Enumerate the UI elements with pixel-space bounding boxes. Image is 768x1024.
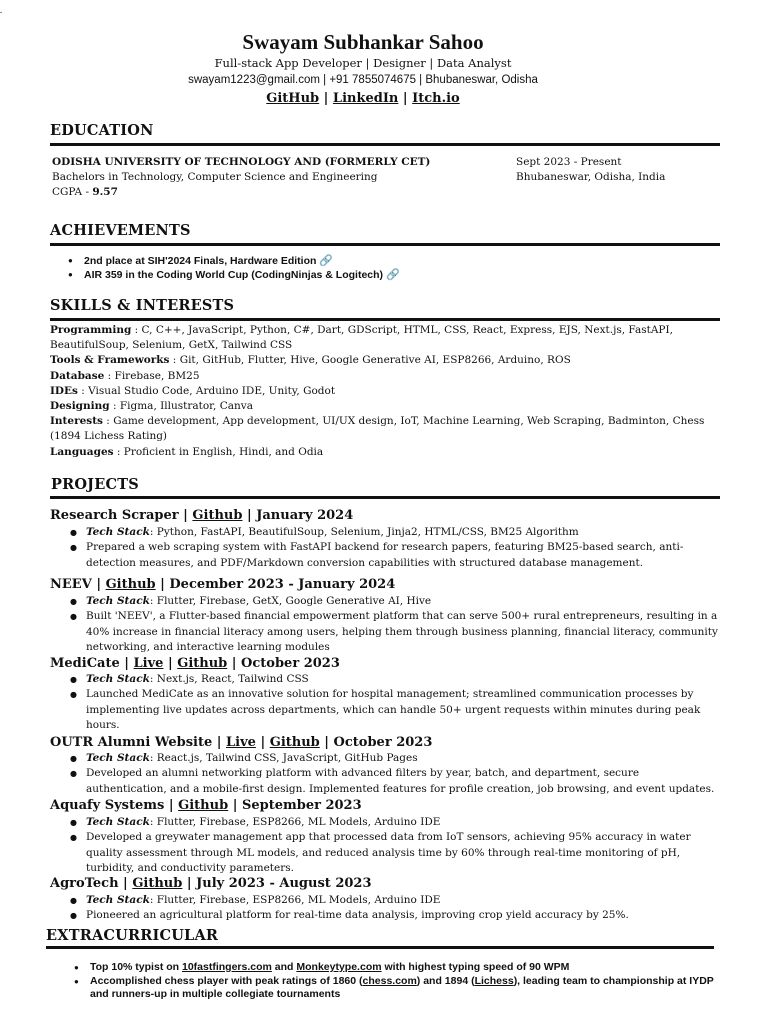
project-github-link[interactable]: Github <box>178 798 229 813</box>
project-title: Aquafy Systems | Github | September 2023 <box>50 798 362 813</box>
project-details <box>70 893 722 924</box>
list-item <box>68 254 400 268</box>
candidate-tagline: Full-stack App Developer | Designer | Data Analyst <box>214 56 512 70</box>
project-date: October 2023 <box>241 656 340 671</box>
cgpa-label: CGPA - <box>52 186 93 198</box>
skill-value: Visual Studio Code, Arduino IDE, Unity, Godot <box>88 384 336 397</box>
link-icon[interactable]: 🔗 <box>319 255 334 267</box>
project-name: AgroTech <box>50 876 119 891</box>
project-name: NEEV <box>50 577 92 592</box>
tech-stack-label: Tech Stack <box>86 816 150 828</box>
skill-label: Programming <box>50 324 132 336</box>
skill-value: Proficient in English, Hindi, and Odia <box>123 445 324 458</box>
section-divider <box>50 143 720 146</box>
list-item: ● Tech Stack: Flutter, Firebase, ESP8266, ML Models, Arduino IDE <box>70 815 722 830</box>
education-degree: Bachelors in Technology, Computer Science and Engineering <box>52 171 378 183</box>
project-name: Research Scraper <box>50 508 179 523</box>
list-item <box>74 961 724 975</box>
monkeytype-link[interactable]: Monkeytype.com <box>296 961 382 973</box>
project-github-link[interactable]: Github <box>192 508 243 523</box>
education-dates: Sept 2023 - Present <box>516 156 622 168</box>
project-details <box>70 751 722 797</box>
education-location: Bhubaneswar, Odisha, India <box>516 171 666 183</box>
page-mark <box>0 12 2 13</box>
link-separator: | <box>398 91 413 106</box>
achievements-heading: ACHIEVEMENTS <box>50 222 191 239</box>
tech-stack-label: Tech Stack <box>86 595 150 607</box>
skill-value: Firebase, BM25 <box>114 369 200 382</box>
project-date: October 2023 <box>333 735 433 750</box>
project-details <box>70 815 722 877</box>
project-live-link[interactable]: Live <box>133 656 164 671</box>
link-separator: | <box>319 91 333 106</box>
project-date: September 2023 <box>241 798 362 813</box>
extracurricular-heading: EXTRACURRICULAR <box>46 927 219 944</box>
project-github-link[interactable]: Github <box>105 577 156 592</box>
profile-links <box>0 91 726 106</box>
skill-sep: : <box>109 400 120 413</box>
skill-label: Designing <box>50 400 110 413</box>
project-title: OUTR Alumni Website | Live | Github | October 2023 <box>50 735 433 750</box>
project-title: MediCate | Live | Github | October 2023 <box>50 656 340 671</box>
tech-stack-label: Tech Stack <box>86 673 150 685</box>
tech-stack-label: Tech Stack <box>86 894 150 906</box>
project-github-link[interactable]: Github <box>269 735 320 750</box>
project-date: December 2023 - January 2024 <box>169 577 396 592</box>
skill-row <box>50 399 722 414</box>
skill-value: Game development, App development, UI/UX design, IoT, Machine Learning, Web Scraping, Badminton, Chess (1894 Lichess Rating) <box>50 415 705 443</box>
list-item: ● Tech Stack: Next.js, React, Tailwind CSS <box>70 672 722 687</box>
contact-line: swayam1223@gmail.com | +91 7855074675 | Bhubaneswar, Odisha <box>188 74 538 86</box>
project-title: Research Scraper | Github | January 2024 <box>50 508 354 523</box>
skill-value: C, C++, JavaScript, Python, C#, Dart, GDScript, HTML, CSS, React, Express, EJS, Next.js, FastAPI, BeautifulSoup, Selenium, GetX, Tailwind CSS <box>50 324 673 352</box>
project-name: OUTR Alumni Website <box>50 735 213 750</box>
skill-row <box>50 384 722 399</box>
tech-stack-label: Tech Stack <box>86 752 150 764</box>
lichess-link[interactable]: Lichess <box>474 974 514 987</box>
skill-row <box>50 445 722 460</box>
project-details <box>70 525 722 571</box>
list-item: ● Tech Stack: Python, FastAPI, BeautifulSoup, Selenium, Jinja2, HTML/CSS, BM25 Algorithm <box>70 525 722 540</box>
extra-text: ), leading team to championship at IYDP and runners-up in multiple collegiate tournaments <box>90 974 714 1000</box>
project-github-link[interactable]: Github <box>132 876 183 891</box>
extra-text: Accomplished chess player with peak ratings of 1860 ( <box>90 974 363 987</box>
skill-value: Git, GitHub, Flutter, Hive, Google Generative AI, ESP8266, Arduino, ROS <box>179 354 571 367</box>
skill-value: Figma, Illustrator, Canva <box>119 400 253 413</box>
tech-stack-value: React.js, Tailwind CSS, JavaScript, GitHub Pages <box>156 752 418 764</box>
list-item: ● Prepared a web scraping system with FastAPI backend for research papers, featuring BM25-based search, anti-detection measures, and PDF/Markdown conversion capabilities with structured database management. <box>70 540 722 571</box>
extra-text: and <box>271 961 297 973</box>
skill-label: IDEs <box>50 384 78 397</box>
skill-sep: : <box>104 369 115 382</box>
list-item: ● Built 'NEEV', a Flutter-based financial empowerment platform that can serve 500+ rural entrepreneurs, resulting in a 40% increase in financial literacy among users, helping them through business planning, financial literacy, community networking, and interactive learning modules <box>70 609 722 655</box>
section-divider <box>50 243 720 246</box>
project-name: MediCate <box>50 656 120 671</box>
extra-text: Top 10% typist on <box>90 961 182 973</box>
project-title: AgroTech | Github | July 2023 - August 2023 <box>50 876 372 891</box>
list-item: ● Tech Stack: Flutter, Firebase, GetX, Google Generative AI, Hive <box>70 594 722 609</box>
skill-label: Interests <box>50 415 103 428</box>
project-live-link[interactable]: Live <box>226 735 256 750</box>
project-title: NEEV | Github | December 2023 - January 2024 <box>50 577 396 592</box>
education-university: ODISHA UNIVERSITY OF TECHNOLOGY AND (FORMERLY CET) <box>52 156 431 168</box>
extra-text: ) and 1894 ( <box>416 974 475 987</box>
list-item <box>74 975 724 1002</box>
skill-row <box>50 369 722 384</box>
list-item: ● Developed a greywater management app that processed data from IoT sensors, achieving 95% accuracy in water quality assessment through ML models, and reduced analysis time by 60% through real-time monitoring of pH, turbidity, and conductivity parameters. <box>70 830 722 876</box>
project-github-link[interactable]: Github <box>177 656 228 671</box>
list-item: ● Pioneered an agricultural platform for real-time data analysis, improving crop yield accuracy by 25%. <box>70 908 722 923</box>
skill-sep: : <box>77 384 89 397</box>
extra-text: with highest typing speed of 90 WPM <box>381 961 570 973</box>
tech-stack-value: Flutter, Firebase, GetX, Google Generative AI, Hive <box>156 595 432 607</box>
tech-stack-value: Flutter, Firebase, ESP8266, ML Models, Arduino IDE <box>156 894 441 906</box>
skill-sep: : <box>113 445 124 458</box>
skill-sep: : <box>131 324 142 336</box>
section-divider <box>50 318 720 321</box>
section-divider <box>46 946 714 949</box>
skill-sep: : <box>102 415 114 428</box>
skill-sep: : <box>169 354 180 367</box>
skills-list <box>50 323 722 460</box>
achievement-text: 2nd place at SIH'2024 Finals, Hardware Edition <box>84 255 317 267</box>
project-date: January 2024 <box>256 508 354 523</box>
list-item: ● Tech Stack: Flutter, Firebase, ESP8266, ML Models, Arduino IDE <box>70 893 722 908</box>
list-item: ● Developed an alumni networking platform with advanced filters by year, batch, and department, secure authentication, and a mobile-first design. Implemented features for profile creation, job browsing, and event updates. <box>70 766 722 797</box>
chesscom-link[interactable]: chess.com <box>362 974 417 987</box>
github-link[interactable]: GitHub <box>266 91 320 106</box>
linkedin-link[interactable]: LinkedIn <box>332 91 399 106</box>
education-heading: EDUCATION <box>50 122 154 139</box>
itchio-link[interactable]: Itch.io <box>412 91 460 106</box>
section-divider <box>50 496 720 499</box>
skill-label: Languages <box>50 445 114 458</box>
candidate-name: Swayam Subhankar Sahoo <box>242 30 484 54</box>
project-details <box>70 594 722 656</box>
project-details <box>70 672 722 734</box>
projects-heading: PROJECTS <box>51 476 139 493</box>
skill-label: Database <box>50 369 105 382</box>
skill-row <box>50 323 722 353</box>
tech-stack-value: Next.js, React, Tailwind CSS <box>156 673 309 685</box>
project-name: Aquafy Systems <box>50 798 165 813</box>
tenfastfingers-link[interactable]: 10fastfingers.com <box>181 961 272 973</box>
list-item: ● Launched MediCate as an innovative solution for hospital management; streamlined communication processes by implementing live updates across departments, which can handle 50+ urgent requests within minutes during peak hours. <box>70 687 722 733</box>
project-date: July 2023 - August 2023 <box>196 876 372 891</box>
list-item: ● Tech Stack: React.js, Tailwind CSS, JavaScript, GitHub Pages <box>70 751 722 766</box>
achievement-text: AIR 359 in the Coding World Cup (CodingNinjas & Logitech) <box>84 269 384 281</box>
list-item <box>68 268 400 282</box>
achievements-list <box>68 254 400 282</box>
tech-stack-label: Tech Stack <box>86 526 150 538</box>
skill-row <box>50 353 722 368</box>
cgpa-value: 9.57 <box>92 186 118 198</box>
extracurricular-list <box>74 961 724 1002</box>
tech-stack-value: Python, FastAPI, BeautifulSoup, Selenium, Jinja2, HTML/CSS, BM25 Algorithm <box>156 526 579 538</box>
education-cgpa <box>52 186 118 198</box>
link-icon[interactable]: 🔗 <box>385 269 400 281</box>
skill-row <box>50 414 722 444</box>
skills-heading: SKILLS & INTERESTS <box>50 297 235 314</box>
tech-stack-value: Flutter, Firebase, ESP8266, ML Models, Arduino IDE <box>156 816 441 828</box>
skill-label: Tools & Frameworks <box>50 354 170 367</box>
